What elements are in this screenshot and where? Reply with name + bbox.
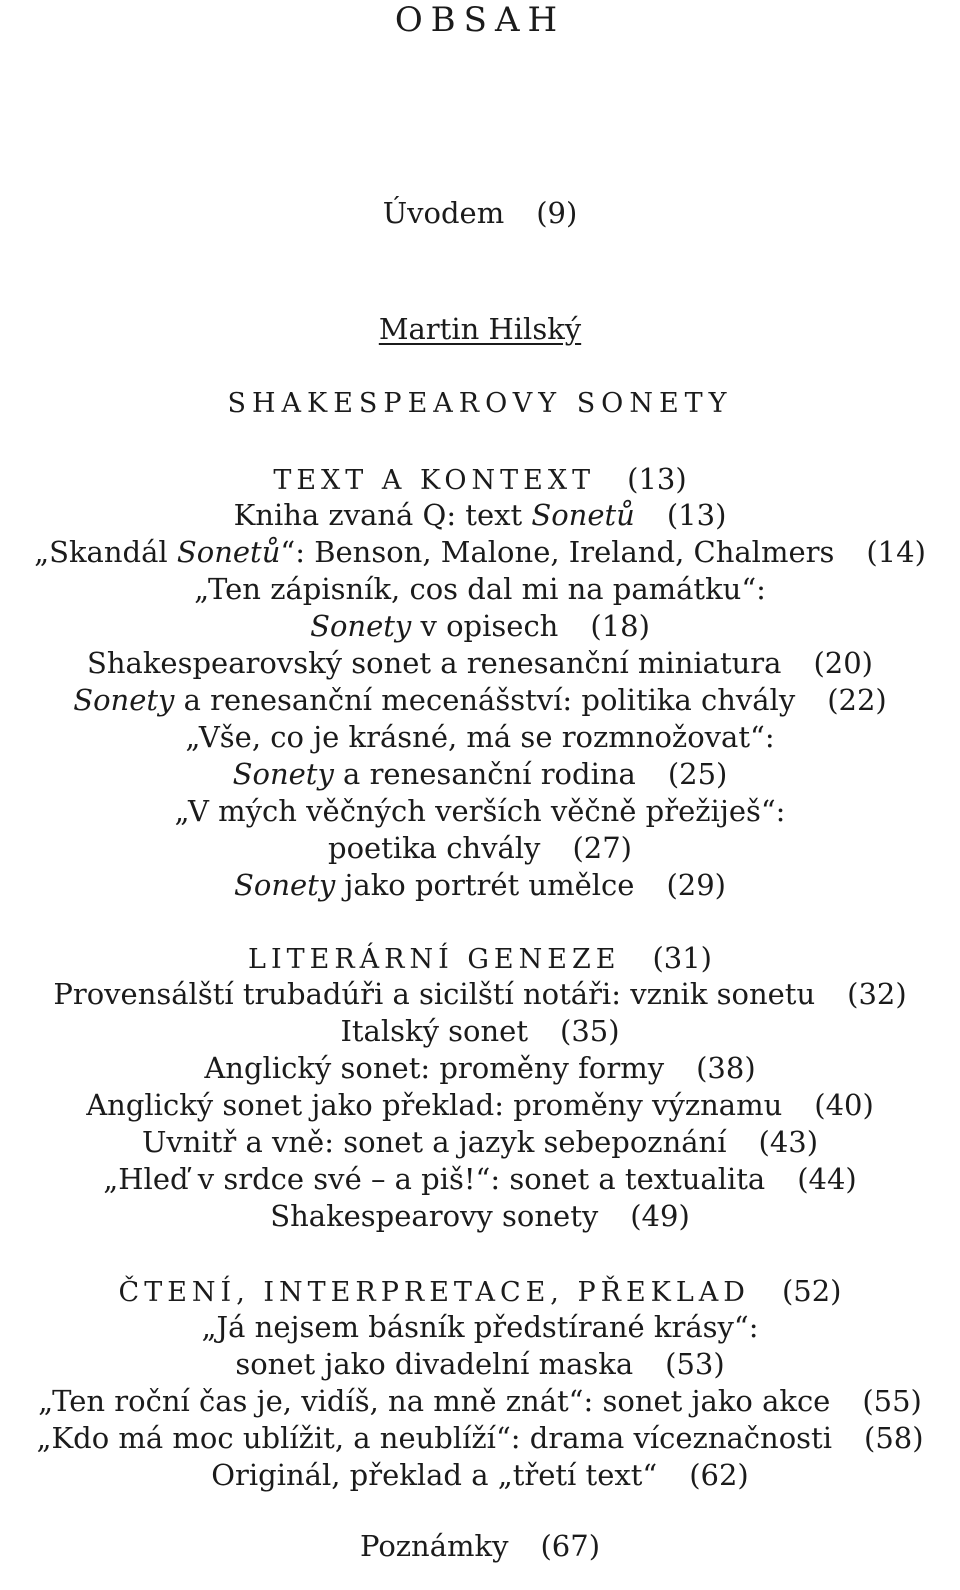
entry-text: poetika chvály bbox=[328, 831, 541, 865]
entry-text: Anglický sonet jako překlad: proměny významu bbox=[86, 1088, 783, 1122]
entry-page: (32) bbox=[847, 977, 907, 1011]
author-name: Martin Hilský bbox=[378, 312, 582, 346]
entry-text: „Ten zápisník, cos dal mi na památku“: bbox=[194, 572, 766, 606]
entry-text: v opisech bbox=[411, 609, 559, 643]
entry-page: (55) bbox=[862, 1384, 922, 1418]
entry-text: „Ten roční čas je, vidíš, na mně znát“: sonet jako akce bbox=[38, 1384, 831, 1418]
entry-page: (62) bbox=[689, 1458, 749, 1492]
entry-page: (13) bbox=[627, 462, 687, 496]
toc-entry-intro[interactable] bbox=[0, 195, 960, 231]
toc-entry[interactable] bbox=[0, 1346, 960, 1382]
toc-entry[interactable] bbox=[0, 1309, 960, 1345]
toc-entry[interactable] bbox=[0, 1050, 960, 1086]
toc-entry[interactable] bbox=[0, 1457, 960, 1493]
entry-label: Poznámky bbox=[359, 1529, 509, 1563]
entry-page: (22) bbox=[827, 683, 887, 717]
toc-entry[interactable] bbox=[0, 608, 960, 644]
entry-page: (14) bbox=[866, 535, 926, 569]
section-heading-label: TEXT A KONTEXT bbox=[273, 465, 596, 496]
entry-text: “: Benson, Malone, Ireland, Chalmers bbox=[280, 535, 835, 569]
entry-page: (44) bbox=[797, 1162, 857, 1196]
entry-text: jako portrét umělce bbox=[335, 868, 635, 902]
entry-text: Italský sonet bbox=[340, 1014, 529, 1048]
page-title: OBSAH bbox=[394, 0, 566, 40]
entry-text: Shakespearovy sonety bbox=[270, 1199, 599, 1233]
entry-text: Originál, překlad a „třetí text“ bbox=[211, 1458, 658, 1492]
entry-text: „Vše, co je krásné, má se rozmnožovat“: bbox=[185, 720, 775, 754]
entry-text: „Kdo má moc ublížit, a neublíží“: drama víceznačnosti bbox=[36, 1421, 832, 1455]
toc-entry[interactable] bbox=[0, 497, 960, 533]
entry-text-italic: Sonety bbox=[73, 683, 175, 717]
entry-page: (20) bbox=[813, 646, 873, 680]
toc-entry[interactable] bbox=[0, 571, 960, 607]
toc-entry[interactable] bbox=[0, 1013, 960, 1049]
entry-text: „V mých věčných verších věčně přežiješ“: bbox=[174, 794, 786, 828]
entry-page: (13) bbox=[666, 498, 727, 532]
toc-entry[interactable] bbox=[0, 867, 960, 903]
entry-page: (67) bbox=[540, 1529, 601, 1563]
section-heading-label: ČTENÍ, INTERPRETACE, PŘEKLAD bbox=[118, 1277, 750, 1308]
entry-page: (53) bbox=[665, 1347, 725, 1381]
section-heading[interactable] bbox=[0, 461, 960, 499]
entry-page: (58) bbox=[864, 1421, 924, 1455]
entry-text: „Skandál bbox=[34, 535, 177, 569]
toc-entry[interactable] bbox=[0, 719, 960, 755]
entry-text: sonet jako divadelní maska bbox=[235, 1347, 634, 1381]
entry-page: (49) bbox=[630, 1199, 690, 1233]
entry-page: (52) bbox=[781, 1274, 842, 1308]
entry-label: Úvodem bbox=[382, 196, 505, 230]
entry-page: (35) bbox=[560, 1014, 620, 1048]
entry-page: (25) bbox=[667, 757, 728, 791]
entry-page: (31) bbox=[652, 941, 712, 975]
entry-text: Provensálští trubadúři a sicilští notáři: vznik sonetu bbox=[53, 977, 816, 1011]
toc-entry[interactable] bbox=[0, 534, 960, 570]
entry-text: Anglický sonet: proměny formy bbox=[204, 1051, 665, 1085]
toc-entry[interactable] bbox=[0, 976, 960, 1012]
entry-text: Uvnitř a vně: sonet a jazyk sebepoznání bbox=[141, 1125, 727, 1159]
toc-entry[interactable] bbox=[0, 645, 960, 681]
entry-text: „Hleď v srdce své – a piš!“: sonet a textualita bbox=[103, 1162, 766, 1196]
entry-page: (29) bbox=[666, 868, 726, 902]
entry-text-italic: Sonety bbox=[234, 868, 336, 902]
entry-page: (38) bbox=[696, 1051, 756, 1085]
entry-page: (18) bbox=[590, 609, 650, 643]
entry-page: (40) bbox=[814, 1088, 874, 1122]
entry-page: (9) bbox=[536, 196, 578, 230]
entry-text: a renesanční rodina bbox=[333, 757, 636, 791]
toc-entry[interactable] bbox=[0, 1198, 960, 1234]
toc-entry[interactable] bbox=[0, 830, 960, 866]
entry-text-italic: Sonety bbox=[232, 757, 334, 791]
toc-entry[interactable] bbox=[0, 1161, 960, 1197]
toc-entry[interactable] bbox=[0, 793, 960, 829]
entry-page: (43) bbox=[758, 1125, 819, 1159]
entry-text: Kniha zvaná Q: text bbox=[233, 498, 532, 532]
toc-entry[interactable] bbox=[0, 1420, 960, 1456]
entry-text: „Já nejsem básník předstírané krásy“: bbox=[201, 1310, 759, 1344]
entry-text-italic: Sonety bbox=[310, 609, 412, 643]
book-title: SHAKESPEAROVY SONETY bbox=[227, 388, 733, 419]
toc-entry[interactable] bbox=[0, 1124, 960, 1160]
section-heading[interactable] bbox=[0, 1273, 960, 1311]
toc-entry[interactable] bbox=[0, 1383, 960, 1419]
entry-text: Shakespearovský sonet a renesanční miniatura bbox=[87, 646, 782, 680]
entry-text-italic: Sonetů bbox=[531, 498, 635, 532]
toc-entry[interactable] bbox=[0, 756, 960, 792]
section-heading[interactable] bbox=[0, 940, 960, 978]
toc-entry[interactable] bbox=[0, 1087, 960, 1123]
entry-text: a renesanční mecenášství: politika chvály bbox=[174, 683, 796, 717]
section-heading-label: LITERÁRNÍ GENEZE bbox=[248, 944, 621, 975]
entry-page: (27) bbox=[572, 831, 632, 865]
toc-entry[interactable] bbox=[0, 682, 960, 718]
toc-entry-notes[interactable] bbox=[0, 1528, 960, 1564]
entry-text-italic: Sonetů bbox=[176, 535, 281, 569]
